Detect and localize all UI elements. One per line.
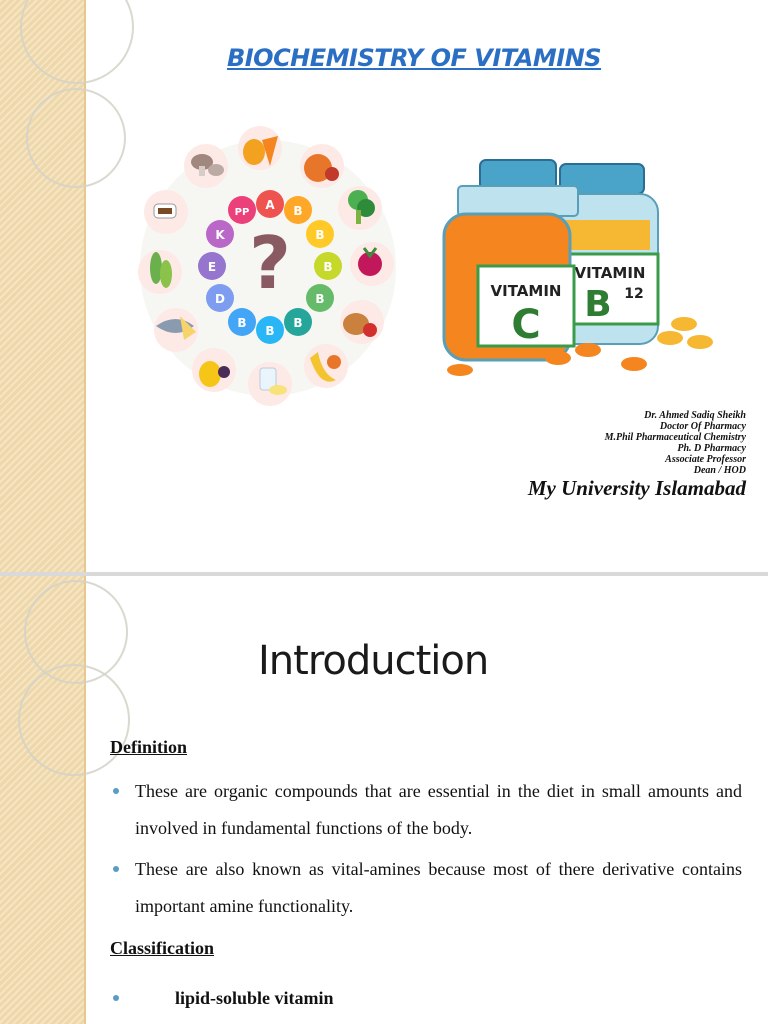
author-line: M.Phil Pharmaceutical Chemistry	[604, 432, 746, 443]
slide-title: Introduction	[258, 638, 489, 684]
classification-heading: Classification	[110, 938, 215, 958]
svg-text:PP: PP	[234, 207, 250, 218]
author-line: Dean / HOD	[693, 465, 746, 476]
author-line: Dr. Ahmed Sadiq Sheikh	[644, 410, 746, 421]
decorative-circle	[18, 664, 130, 776]
svg-text:12: 12	[624, 286, 644, 302]
svg-text:B: B	[237, 316, 247, 330]
author-line: Associate Professor	[665, 454, 746, 465]
bullet-item: lipid-soluble vitamin	[110, 980, 742, 1017]
svg-text:A: A	[265, 198, 275, 212]
question-mark-symbol: ?	[249, 221, 291, 305]
svg-text:VITAMIN: VITAMIN	[574, 264, 646, 282]
svg-text:B: B	[584, 284, 612, 325]
svg-text:B: B	[315, 292, 325, 306]
author-credentials	[605, 410, 746, 476]
author-line: Doctor Of Pharmacy	[659, 421, 746, 432]
svg-text:B: B	[315, 228, 325, 242]
svg-text:B: B	[293, 316, 303, 330]
svg-text:B: B	[293, 204, 303, 218]
bullet-dot-icon	[113, 995, 119, 1001]
svg-text:VITAMIN: VITAMIN	[490, 282, 562, 300]
presentation-title: BIOCHEMISTRY OF VITAMINS	[226, 44, 602, 72]
vitamin-bottles-illustration	[438, 158, 728, 380]
svg-text:B: B	[323, 260, 333, 274]
bullet-item: These are also known as vital-amines because most of there derivative contains important amine functionality.	[110, 851, 742, 925]
bullet-dot-icon	[113, 866, 119, 872]
bullet-item: These are organic compounds that are essential in the diet in small amounts and involved in fundamental functions of the body.	[110, 773, 742, 847]
bullet-dot-icon	[113, 788, 119, 794]
vitamin-food-wheel-illustration	[130, 118, 410, 418]
decorative-circle	[26, 88, 126, 188]
introduction-slide	[0, 576, 768, 1024]
svg-text:E: E	[207, 260, 217, 274]
svg-text:C: C	[511, 302, 541, 348]
university-name: My University Islamabad	[527, 476, 746, 500]
definition-heading: Definition	[110, 737, 188, 757]
svg-text:K: K	[215, 228, 225, 242]
vitamin-c-bottle	[444, 160, 578, 360]
svg-text:D: D	[215, 292, 225, 306]
strip-border	[84, 0, 86, 576]
svg-text:B: B	[265, 324, 275, 338]
author-line: Ph. D Pharmacy	[677, 443, 746, 454]
decorative-side-strip	[0, 0, 84, 576]
